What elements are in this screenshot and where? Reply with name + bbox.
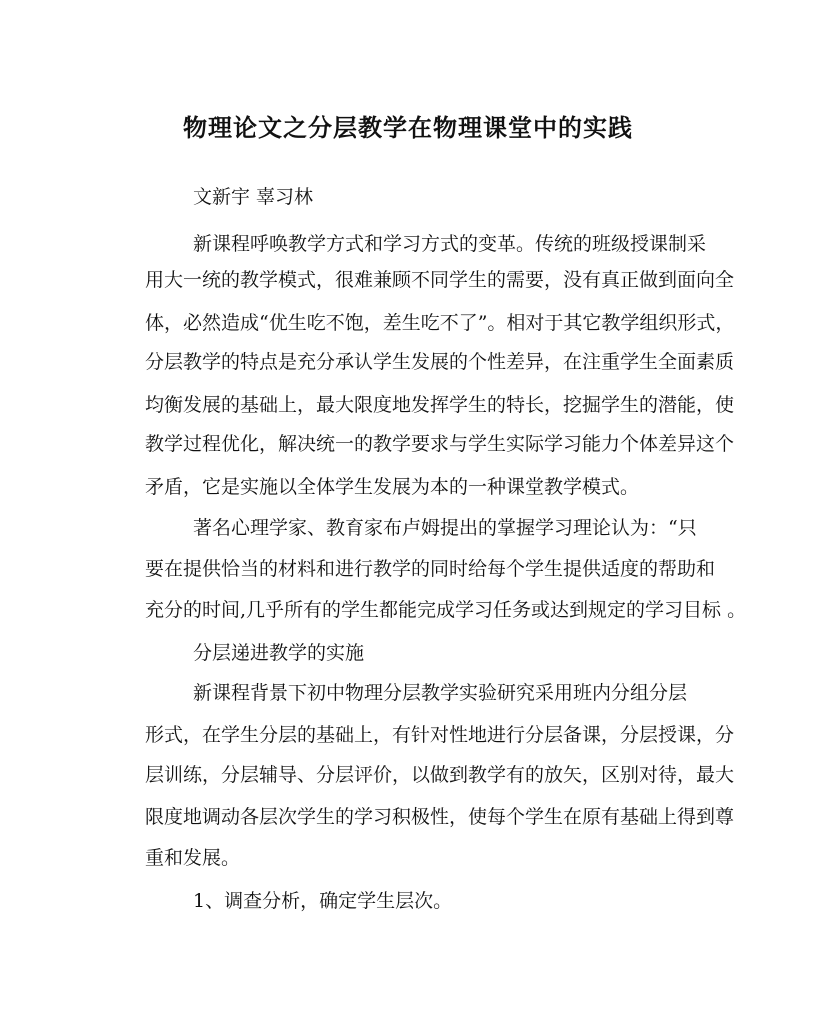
subheading: 1、调查分析，确定学生层次。 (193, 890, 453, 912)
document-title: 物理论文之分层教学在物理课堂中的实践 (183, 113, 633, 142)
paragraph-line: 用大一统的教学模式，很难兼顾不同学生的需要，没有真正做到面向全 (145, 269, 735, 291)
paragraph-line: 层训练，分层辅导、分层评价，以做到教学有的放矢，区别对待，最大 (145, 764, 735, 786)
paragraph-line: 体，必然造成“优生吃不饱，差生吃不了”。相对于其它教学组织形式， (145, 312, 735, 334)
paragraph-line: 限度地调动各层次学生的学习积极性，使每个学生在原有基础上得到尊 (145, 806, 735, 828)
paragraph-line: 分层教学的特点是充分承认学生发展的个性差异，在注重学生全面素质 (145, 351, 735, 373)
paragraph-line: 新课程呼唤教学方式和学习方式的变革。传统的班级授课制采 (193, 233, 707, 255)
section-heading: 分层递进教学的实施 (193, 642, 365, 664)
paragraph-line: 形式，在学生分层的基础上，有针对性地进行分层备课，分层授课，分 (145, 724, 735, 746)
paragraph-line: 著名心理学家、教育家布卢姆提出的掌握学习理论认为：“只 (193, 517, 697, 539)
paragraph-line: 均衡发展的基础上，最大限度地发挥学生的特长，挖掘学生的潜能，使 (145, 394, 735, 416)
paragraph-line: 充分的时间,几乎所有的学生都能完成学习任务或达到规定的学习目标 。 (145, 599, 747, 621)
author-line: 文新宇 辜习林 (193, 186, 314, 208)
paragraph-line: 新课程背景下初中物理分层教学实验研究采用班内分组分层 (193, 682, 688, 704)
paragraph-line: 矛盾，它是实施以全体学生发展为本的一种课堂教学模式。 (145, 476, 640, 498)
paragraph-line: 重和发展。 (145, 847, 241, 869)
paragraph-line: 教学过程优化，解决统一的教学要求与学生实际学习能力个体差异这个 (145, 433, 735, 455)
paragraph-line: 要在提供恰当的材料和进行教学的同时给每个学生提供适度的帮助和 (145, 558, 716, 580)
